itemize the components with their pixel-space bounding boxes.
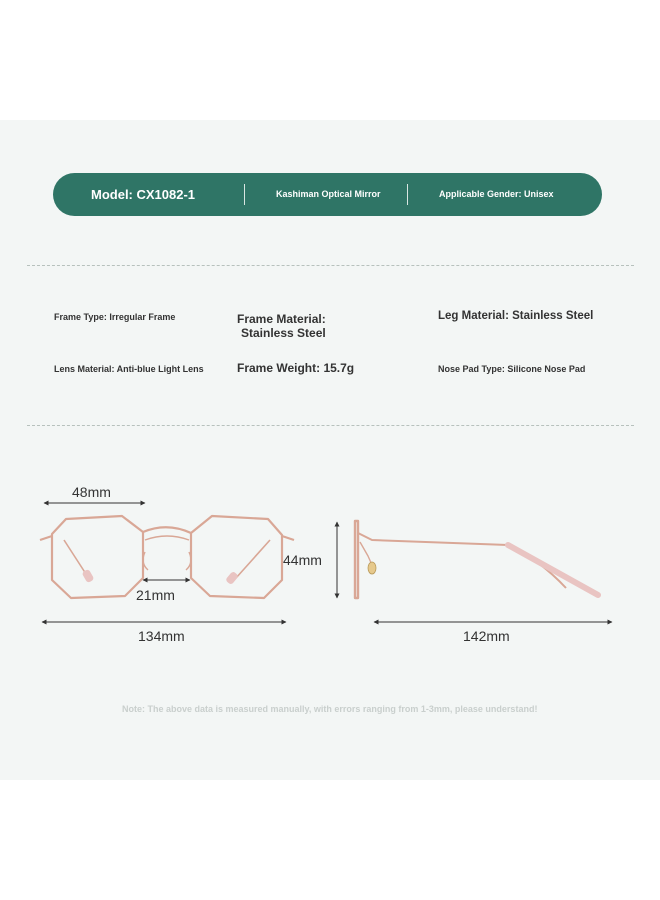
spec-lens-material: Lens Material: Anti-blue Light Lens: [54, 364, 204, 374]
lens-height-label: 44mm: [283, 552, 322, 568]
temple-length-label: 142mm: [463, 628, 510, 644]
right-lens-frame: [191, 516, 282, 598]
spec-frame-material-line1: Frame Material:: [237, 312, 326, 326]
lens-width-label: 48mm: [72, 484, 111, 500]
spec-frame-type: Frame Type: Irregular Frame: [54, 312, 176, 322]
side-temple-tip: [508, 545, 598, 595]
brand-label: Kashiman Optical Mirror: [276, 189, 381, 199]
right-temple-tip: [225, 571, 239, 585]
bridge-lower: [145, 536, 189, 540]
right-hinge: [282, 536, 294, 540]
spec-nose-pad-type: Nose Pad Type: Silicone Nose Pad: [438, 364, 586, 374]
model-label: Model: CX1082-1: [91, 187, 196, 202]
glasses-front-view: [40, 516, 294, 598]
spec-leg-material: Leg Material: Stainless Steel: [438, 310, 594, 322]
right-temple-visible: [236, 540, 270, 578]
measurement-note: Note: The above data is measured manually, with errors ranging from 1-3mm, please understand!: [122, 704, 538, 714]
side-nose-pad: [368, 562, 376, 574]
spec-frame-material-line2: Stainless Steel: [241, 325, 326, 340]
total-width-label: 134mm: [138, 628, 185, 644]
spec-frame-weight: Frame Weight: 15.7g: [237, 361, 355, 375]
side-lens-frame: [355, 521, 358, 598]
bridge: [143, 527, 191, 533]
left-temple-visible: [64, 540, 86, 574]
glasses-side-view: [355, 521, 598, 598]
left-hinge: [40, 536, 52, 540]
side-nose-pad-arm: [360, 542, 372, 565]
left-lens-frame: [52, 516, 143, 598]
gender-label: Applicable Gender: Unisex: [439, 189, 554, 199]
bridge-width-label: 21mm: [136, 587, 175, 603]
